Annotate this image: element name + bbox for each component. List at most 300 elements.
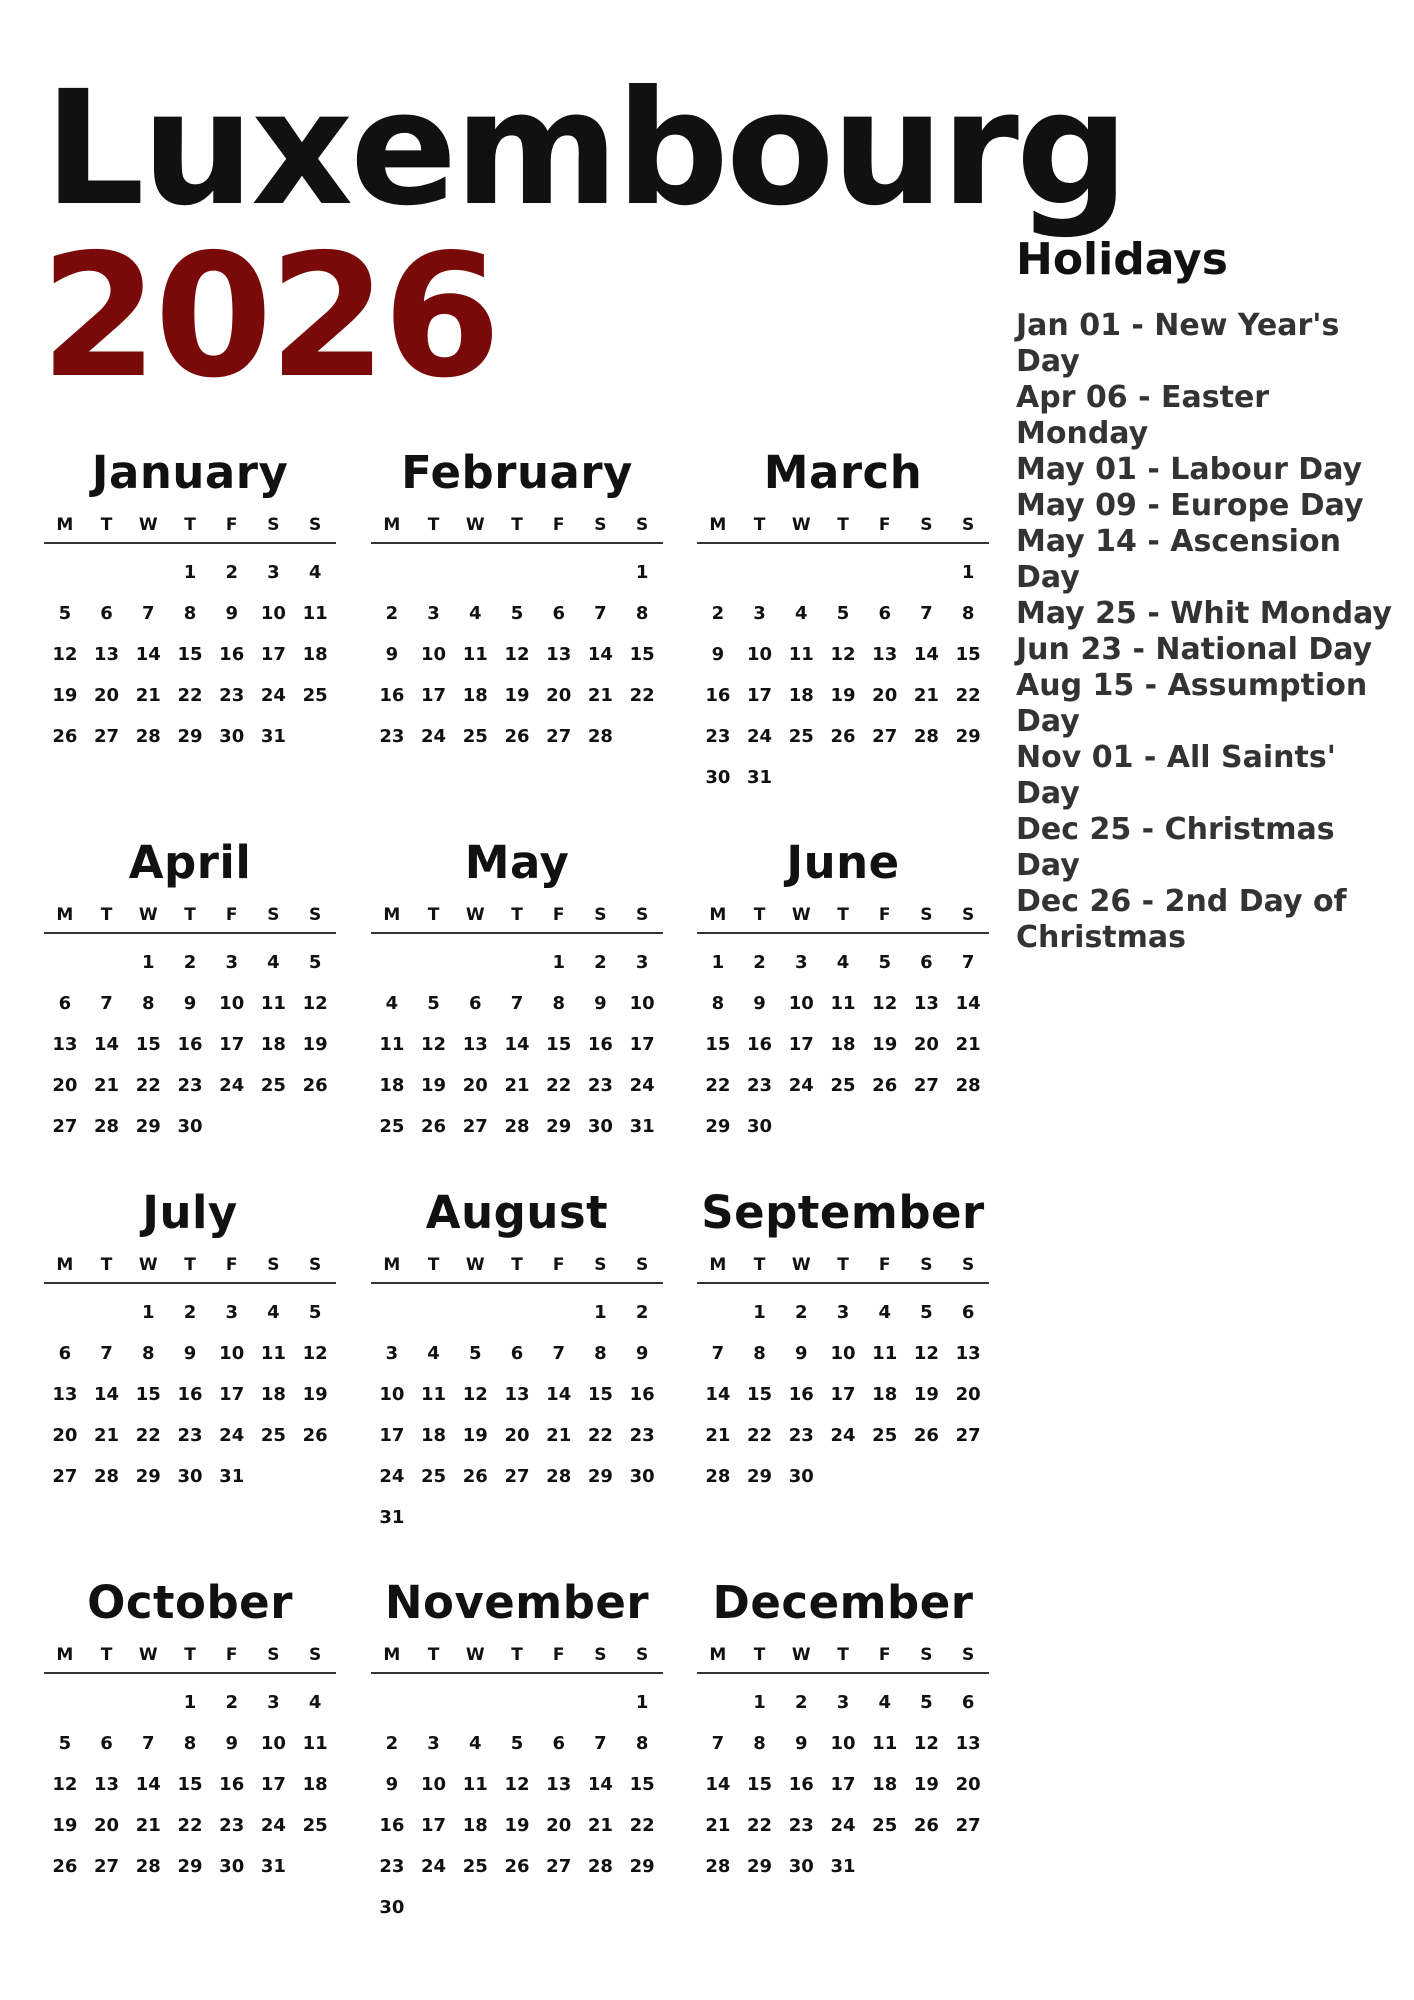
weekday-label: T	[837, 905, 849, 925]
weekday-label: W	[791, 1645, 811, 1665]
day-cell: 28	[955, 1075, 981, 1096]
weekday-header	[44, 1638, 336, 1674]
day-cell: 20	[94, 1815, 120, 1836]
day-cell: 7	[142, 603, 155, 624]
day-cell: 6	[961, 1302, 975, 1323]
day-cell: 22	[177, 1815, 203, 1836]
day-cell: 12	[872, 993, 898, 1014]
day-cell: 5	[836, 603, 850, 624]
day-cell: 18	[421, 1425, 447, 1446]
day-cell: 27	[504, 1466, 530, 1487]
day-grid	[44, 1682, 336, 1887]
day-cell: 16	[177, 1384, 203, 1405]
day-cell: 18	[302, 644, 328, 665]
day-cell: 11	[462, 1774, 488, 1795]
day-cell: 29	[546, 1116, 572, 1137]
weekday-label: S	[636, 515, 649, 535]
day-cell: 1	[753, 1692, 766, 1713]
weekday-label: T	[511, 1645, 523, 1665]
day-cell: 16	[219, 1774, 245, 1795]
weekday-label: M	[709, 905, 727, 925]
day-cell: 11	[872, 1733, 898, 1754]
weekday-header	[371, 898, 663, 934]
day-cell: 13	[94, 644, 120, 665]
month-march	[697, 446, 989, 798]
day-cell: 5	[469, 1343, 482, 1364]
weekday-header	[371, 508, 663, 544]
day-cell: 27	[546, 1856, 572, 1877]
weekday-label: M	[383, 1645, 401, 1665]
day-blank	[44, 942, 86, 983]
weekday-label: S	[309, 1255, 322, 1275]
day-cell: 7	[711, 1733, 725, 1754]
day-cell: 27	[872, 726, 898, 747]
day-cell: 7	[100, 993, 113, 1014]
day-cell: 28	[587, 1856, 613, 1877]
day-cell: 17	[219, 1034, 245, 1055]
weekday-label: T	[427, 905, 440, 925]
day-cell: 29	[135, 1466, 161, 1487]
weekday-label: T	[511, 905, 523, 925]
day-cell: 29	[747, 1466, 773, 1487]
holiday-item: Apr 06 - Easter Monday	[1016, 380, 1270, 452]
day-cell: 9	[183, 1343, 197, 1364]
day-cell: 26	[504, 1856, 530, 1877]
weekday-label: S	[636, 1255, 649, 1275]
weekday-label: W	[465, 515, 485, 535]
day-blank	[44, 1292, 86, 1333]
day-cell: 12	[302, 993, 328, 1014]
weekday-label: W	[465, 1255, 485, 1275]
weekday-label: S	[920, 1645, 933, 1665]
day-cell: 1	[635, 562, 649, 583]
day-blank	[580, 552, 622, 593]
day-cell: 7	[594, 603, 607, 624]
day-cell: 4	[385, 993, 399, 1014]
day-cell: 8	[183, 1733, 197, 1754]
day-cell: 18	[302, 1774, 328, 1795]
day-cell: 30	[788, 1466, 814, 1487]
day-cell: 20	[52, 1425, 78, 1446]
day-cell: 21	[135, 685, 161, 706]
day-cell: 9	[753, 993, 766, 1014]
day-cell: 21	[546, 1425, 572, 1446]
day-cell: 22	[629, 1815, 655, 1836]
holiday-item: Jan 01 - New Year's Day	[1016, 308, 1340, 380]
weekday-label: T	[100, 905, 113, 925]
month-name: November	[384, 1576, 650, 1629]
day-grid	[371, 1682, 663, 1928]
day-cell: 27	[913, 1075, 939, 1096]
weekday-label: F	[552, 515, 565, 535]
day-cell: 26	[302, 1425, 328, 1446]
day-cell: 12	[913, 1343, 939, 1364]
day-cell: 9	[225, 603, 238, 624]
day-cell: 9	[795, 1343, 808, 1364]
day-cell: 9	[795, 1733, 808, 1754]
day-cell: 28	[705, 1856, 731, 1877]
day-cell: 28	[94, 1466, 120, 1487]
day-blank	[454, 1682, 496, 1723]
day-cell: 23	[379, 1856, 405, 1877]
day-blank	[86, 552, 128, 593]
day-cell: 1	[183, 562, 197, 583]
day-cell: 7	[711, 1343, 725, 1364]
day-cell: 29	[747, 1856, 773, 1877]
day-cell: 15	[705, 1034, 731, 1055]
day-cell: 15	[955, 644, 981, 665]
day-cell: 14	[955, 993, 981, 1014]
weekday-label: M	[709, 515, 727, 535]
day-cell: 19	[462, 1425, 488, 1446]
month-name: April	[128, 836, 252, 889]
day-cell: 2	[795, 1302, 808, 1323]
day-cell: 8	[142, 993, 155, 1014]
day-blank	[496, 1292, 538, 1333]
day-grid	[371, 552, 663, 757]
day-cell: 30	[379, 1897, 405, 1918]
day-cell: 7	[961, 952, 975, 973]
day-cell: 11	[788, 644, 814, 665]
day-cell: 11	[260, 993, 286, 1014]
weekday-label: F	[225, 515, 238, 535]
weekday-label: S	[267, 1645, 280, 1665]
day-cell: 27	[94, 726, 120, 747]
day-blank	[371, 942, 413, 983]
month-january	[44, 446, 336, 757]
day-cell: 17	[830, 1774, 856, 1795]
day-cell: 11	[462, 644, 488, 665]
day-cell: 13	[462, 1034, 488, 1055]
day-cell: 19	[872, 1034, 898, 1055]
day-cell: 24	[788, 1075, 814, 1096]
day-cell: 15	[629, 644, 655, 665]
day-cell: 23	[219, 685, 245, 706]
day-cell: 10	[421, 644, 447, 665]
day-cell: 18	[872, 1384, 898, 1405]
day-cell: 29	[135, 1116, 161, 1137]
day-blank	[454, 552, 496, 593]
day-cell: 22	[177, 685, 203, 706]
weekday-label: W	[138, 1645, 158, 1665]
day-cell: 8	[753, 1343, 766, 1364]
weekday-label: M	[383, 515, 401, 535]
day-cell: 8	[635, 603, 649, 624]
day-cell: 9	[385, 644, 399, 665]
day-cell: 23	[379, 726, 405, 747]
day-cell: 14	[135, 644, 161, 665]
day-cell: 17	[379, 1425, 405, 1446]
month-name: September	[701, 1186, 985, 1239]
day-cell: 22	[135, 1075, 161, 1096]
day-cell: 8	[711, 993, 725, 1014]
day-cell: 14	[546, 1384, 572, 1405]
weekday-label: T	[753, 515, 766, 535]
day-cell: 11	[302, 1733, 328, 1754]
day-cell: 14	[587, 644, 613, 665]
day-cell: 10	[219, 1343, 245, 1364]
holiday-list	[1016, 308, 1396, 956]
day-cell: 13	[546, 644, 572, 665]
day-cell: 5	[510, 603, 524, 624]
day-cell: 1	[183, 1692, 197, 1713]
day-cell: 17	[830, 1384, 856, 1405]
day-cell: 19	[830, 685, 856, 706]
weekday-label: F	[878, 1645, 891, 1665]
weekday-label: T	[184, 515, 196, 535]
day-cell: 20	[546, 1815, 572, 1836]
day-cell: 10	[830, 1343, 856, 1364]
day-cell: 9	[385, 1774, 399, 1795]
day-cell: 12	[913, 1733, 939, 1754]
day-cell: 28	[705, 1466, 731, 1487]
weekday-label: S	[920, 905, 933, 925]
day-cell: 20	[504, 1425, 530, 1446]
day-cell: 2	[594, 952, 607, 973]
day-cell: 20	[955, 1384, 981, 1405]
month-july	[44, 1186, 336, 1497]
day-grid	[44, 552, 336, 757]
day-cell: 2	[753, 952, 766, 973]
month-name: December	[712, 1576, 974, 1629]
day-cell: 4	[795, 603, 808, 624]
day-cell: 29	[587, 1466, 613, 1487]
day-cell: 17	[260, 644, 286, 665]
day-cell: 28	[504, 1116, 530, 1137]
day-cell: 21	[94, 1075, 120, 1096]
day-cell: 24	[219, 1425, 245, 1446]
day-cell: 18	[462, 685, 488, 706]
day-cell: 8	[142, 1343, 155, 1364]
weekday-label: S	[920, 515, 933, 535]
day-cell: 9	[594, 993, 607, 1014]
weekday-label: F	[225, 1255, 238, 1275]
day-cell: 3	[836, 1302, 850, 1323]
day-cell: 25	[462, 1856, 488, 1877]
day-cell: 11	[830, 993, 856, 1014]
day-cell: 28	[94, 1116, 120, 1137]
day-cell: 16	[747, 1034, 773, 1055]
day-cell: 27	[546, 726, 572, 747]
weekday-label: S	[594, 1645, 607, 1665]
day-cell: 27	[52, 1466, 78, 1487]
day-cell: 19	[421, 1075, 447, 1096]
day-cell: 1	[552, 952, 565, 973]
holiday-item: May 09 - Europe Day	[1016, 488, 1364, 524]
day-cell: 12	[421, 1034, 447, 1055]
day-cell: 13	[955, 1343, 981, 1364]
day-cell: 31	[830, 1856, 856, 1877]
day-cell: 29	[177, 726, 203, 747]
day-cell: 20	[913, 1034, 939, 1055]
day-cell: 7	[594, 1733, 607, 1754]
day-blank	[538, 1292, 580, 1333]
holiday-item: May 14 - Ascension Day	[1016, 524, 1341, 596]
day-cell: 6	[58, 1343, 72, 1364]
day-cell: 23	[629, 1425, 655, 1446]
weekday-label: T	[184, 1255, 196, 1275]
day-cell: 23	[788, 1815, 814, 1836]
month-september	[697, 1186, 989, 1497]
day-cell: 24	[421, 726, 447, 747]
day-cell: 27	[52, 1116, 78, 1137]
day-cell: 14	[504, 1034, 530, 1055]
day-cell: 4	[469, 603, 482, 624]
day-cell: 23	[177, 1075, 203, 1096]
day-cell: 25	[830, 1075, 856, 1096]
day-cell: 7	[100, 1343, 113, 1364]
day-cell: 30	[219, 726, 245, 747]
day-cell: 6	[961, 1692, 975, 1713]
day-cell: 7	[142, 1733, 155, 1754]
weekday-label: S	[594, 515, 607, 535]
day-cell: 24	[830, 1425, 856, 1446]
day-cell: 4	[836, 952, 850, 973]
day-cell: 3	[267, 1692, 280, 1713]
calendar-title: Luxembourg	[44, 57, 1127, 241]
day-cell: 1	[594, 1302, 607, 1323]
day-cell: 9	[711, 644, 725, 665]
day-grid	[697, 1682, 989, 1887]
day-cell: 24	[260, 685, 286, 706]
day-cell: 24	[747, 726, 773, 747]
day-cell: 2	[183, 952, 197, 973]
weekday-label: T	[427, 1255, 440, 1275]
day-cell: 13	[913, 993, 939, 1014]
day-cell: 21	[504, 1075, 530, 1096]
day-cell: 29	[705, 1116, 731, 1137]
month-april	[44, 836, 336, 1147]
weekday-label: T	[100, 1255, 113, 1275]
day-cell: 23	[788, 1425, 814, 1446]
day-cell: 2	[711, 603, 725, 624]
day-cell: 10	[421, 1774, 447, 1795]
weekday-header	[697, 1638, 989, 1674]
day-cell: 31	[260, 726, 286, 747]
day-cell: 7	[510, 993, 524, 1014]
weekday-header	[697, 898, 989, 934]
day-blank	[496, 552, 538, 593]
day-cell: 27	[955, 1815, 981, 1836]
day-cell: 31	[629, 1116, 655, 1137]
day-cell: 28	[913, 726, 939, 747]
weekday-label: F	[878, 905, 891, 925]
weekday-label: T	[184, 905, 196, 925]
weekday-label: S	[962, 1255, 975, 1275]
day-cell: 15	[747, 1774, 773, 1795]
holidays-panel	[1016, 236, 1396, 956]
day-blank	[697, 1292, 739, 1333]
day-cell: 8	[961, 603, 975, 624]
day-cell: 17	[421, 1815, 447, 1836]
weekday-label: S	[962, 905, 975, 925]
day-cell: 15	[135, 1034, 161, 1055]
day-cell: 3	[225, 952, 238, 973]
day-cell: 10	[747, 644, 773, 665]
day-cell: 18	[872, 1774, 898, 1795]
day-cell: 12	[504, 1774, 530, 1795]
day-blank	[906, 552, 948, 593]
day-cell: 2	[385, 603, 399, 624]
holiday-item: Jun 23 - National Day	[1016, 632, 1373, 668]
day-cell: 27	[462, 1116, 488, 1137]
day-cell: 2	[795, 1692, 808, 1713]
day-cell: 15	[177, 644, 203, 665]
day-cell: 5	[878, 952, 891, 973]
day-cell: 17	[788, 1034, 814, 1055]
day-blank	[454, 1292, 496, 1333]
month-name: October	[87, 1576, 293, 1629]
day-cell: 18	[260, 1384, 286, 1405]
day-cell: 20	[546, 685, 572, 706]
day-cell: 17	[629, 1034, 655, 1055]
day-cell: 14	[94, 1034, 120, 1055]
day-cell: 10	[260, 603, 286, 624]
day-cell: 5	[58, 1733, 72, 1754]
month-name: March	[763, 446, 923, 499]
weekday-label: M	[709, 1645, 727, 1665]
day-cell: 21	[587, 685, 613, 706]
day-cell: 2	[225, 1692, 238, 1713]
day-cell: 1	[711, 952, 725, 973]
day-cell: 26	[913, 1425, 939, 1446]
day-blank	[86, 1292, 128, 1333]
weekday-label: T	[427, 1645, 440, 1665]
day-blank	[739, 552, 781, 593]
month-name: August	[425, 1186, 609, 1239]
day-blank	[413, 942, 455, 983]
day-cell: 14	[705, 1774, 731, 1795]
weekday-label: M	[383, 1255, 401, 1275]
weekday-label: S	[309, 515, 322, 535]
day-cell: 11	[260, 1343, 286, 1364]
day-cell: 23	[219, 1815, 245, 1836]
month-february	[371, 446, 663, 757]
weekday-label: M	[56, 1255, 74, 1275]
day-cell: 11	[421, 1384, 447, 1405]
day-cell: 17	[260, 1774, 286, 1795]
day-cell: 25	[379, 1116, 405, 1137]
day-cell: 10	[260, 1733, 286, 1754]
day-cell: 2	[183, 1302, 197, 1323]
day-cell: 24	[421, 1856, 447, 1877]
weekday-label: M	[56, 515, 74, 535]
day-cell: 22	[955, 685, 981, 706]
day-grid	[44, 1292, 336, 1497]
day-cell: 30	[629, 1466, 655, 1487]
weekday-header	[371, 1248, 663, 1284]
day-cell: 19	[52, 685, 78, 706]
weekday-header	[44, 898, 336, 934]
day-blank	[780, 552, 822, 593]
day-cell: 18	[260, 1034, 286, 1055]
weekday-label: T	[100, 515, 113, 535]
day-cell: 3	[427, 1733, 440, 1754]
day-cell: 24	[219, 1075, 245, 1096]
day-cell: 12	[462, 1384, 488, 1405]
day-cell: 20	[462, 1075, 488, 1096]
month-name: June	[786, 836, 900, 889]
day-cell: 22	[705, 1075, 731, 1096]
day-cell: 19	[302, 1034, 328, 1055]
weekday-label: W	[791, 515, 811, 535]
day-cell: 15	[747, 1384, 773, 1405]
day-cell: 30	[788, 1856, 814, 1877]
day-cell: 30	[747, 1116, 773, 1137]
day-cell: 10	[379, 1384, 405, 1405]
day-cell: 20	[955, 1774, 981, 1795]
day-cell: 22	[587, 1425, 613, 1446]
